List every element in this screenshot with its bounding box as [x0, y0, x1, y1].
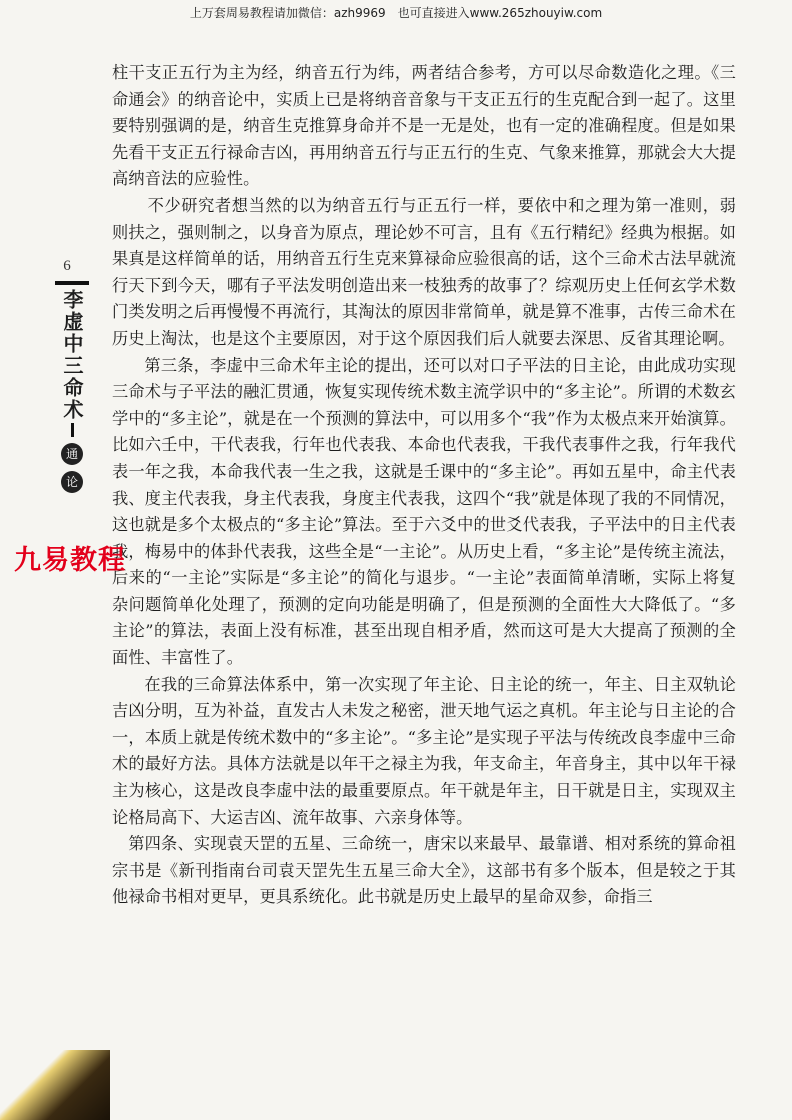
divider — [71, 423, 74, 437]
page-number: 6 — [63, 258, 71, 274]
body-text — [112, 60, 736, 911]
header-banner: 上万套周易教程请加微信：azh9969 也可直接进入www.265zhouyiw.com — [189, 6, 603, 20]
paragraph: 第四条、实现袁天罡的五星、三命统一，唐宋以来最早、最靠谱、相对系统的算命祖宗书是《新刊指南台司袁天罡先生五星三命大全》，这部书有多个版本，但是较之于其他禄命书相对更早，更具系统化。此书就是历史上最早的星命双参，命指三 — [112, 834, 736, 907]
side-tab — [52, 258, 92, 499]
book-title: 李虚中三命术 — [60, 289, 84, 421]
paragraph: 柱干支正五行为主为经，纳音五行为纬，两者结合参考，方可以尽命数造化之理。《三命通会》的纳音论中，实质上已是将纳音音象与干支正五行的生克配合到一起了。这里要特别强调的是，纳音生克推算身命并不是一无是处，也有一定的准确程度。但是如果先看干支正五行禄命吉凶，再用纳音五行与正五行的生克、气象来推算，那就会大大提高纳音法的应验性。 — [112, 63, 736, 189]
section-badge-1: 通 — [61, 443, 83, 465]
divider — [55, 281, 89, 285]
page-corner-decoration — [0, 1050, 110, 1120]
watermark: 九易教程 — [14, 545, 126, 576]
paragraph: 第三条，李虚中三命术年主论的提出，还可以对口子平法的日主论，由此成功实现三命术与子平法的融汇贯通，恢复实现传统术数主流学识中的“多主论”。所谓的术数玄学中的“多主论”，就是在一个预测的算法中，可以用多个“我”作为太极点来开始演算。比如六壬中，干代表我，行年也代表我、本命也代表我，干我代表事件之我，行年我代表一年之我，本命我代表一生之我，这就是壬课中的“多主论”。再如五星中，命主代表我、度主代表我，身主代表我，身度主代表我，这四个“我”就是体现了我的不同情况，这也就是多个太极点的“多主论”算法。至于六爻中的世爻代表我，子平法中的日主代表我，梅易中的体卦代表我，这些全是“一主论”。从历史上看，“多主论”是传统主流法，后来的“一主论”实际是“多主论”的简化与退步。“一主论”表面简单清晰，实际上将复杂问题简单化处理了，预测的定向功能是明确了，但是预测的全面性大大降低了。“多主论”的算法，表面上没有标准，甚至出现自相矛盾，然而这可是大大提高了预测的全面性、丰富性了。 — [112, 355, 736, 668]
paragraph: 在我的三命算法体系中，第一次实现了年主论、日主论的统一，年主、日主双轨论吉凶分明，互为补益，直发古人未发之秘密，泄天地气运之真机。年主论与日主论的合一，本质上就是传统术数中的“多主论”。“多主论”是实现子平法与传统改良李虚中三命术的最好方法。具体方法就是以年干之禄主为我，年支命主，年音身主，其中以年干禄主为核心，这是改良李虚中法的最重要原点。年干就是年主，日干就是日主，实现双主论格局高下、大运吉凶、流年故事、六亲身体等。 — [112, 674, 736, 827]
paragraph: 不少研究者想当然的以为纳音五行与正五行一样，要依中和之理为第一准则，弱则扶之，强则制之，以身音为原点，理论妙不可言，且有《五行精纪》经典为根据。如果真是这样简单的话，用纳音五行生克来算禄命应验很高的话，这个三命术古法早就流行天下到今天，哪有子平法发明创造出来一枝独秀的故事了？综观历史上任何玄学术数门类发明之后再慢慢不再流行，其淘汰的原因非常简单，就是算不准事，古传三命术在历史上淘汰，也是这个主要原因，对于这个原因我们后人就要去深思、反省其理论啊。 — [112, 195, 736, 348]
section-badge-2: 论 — [61, 471, 83, 493]
